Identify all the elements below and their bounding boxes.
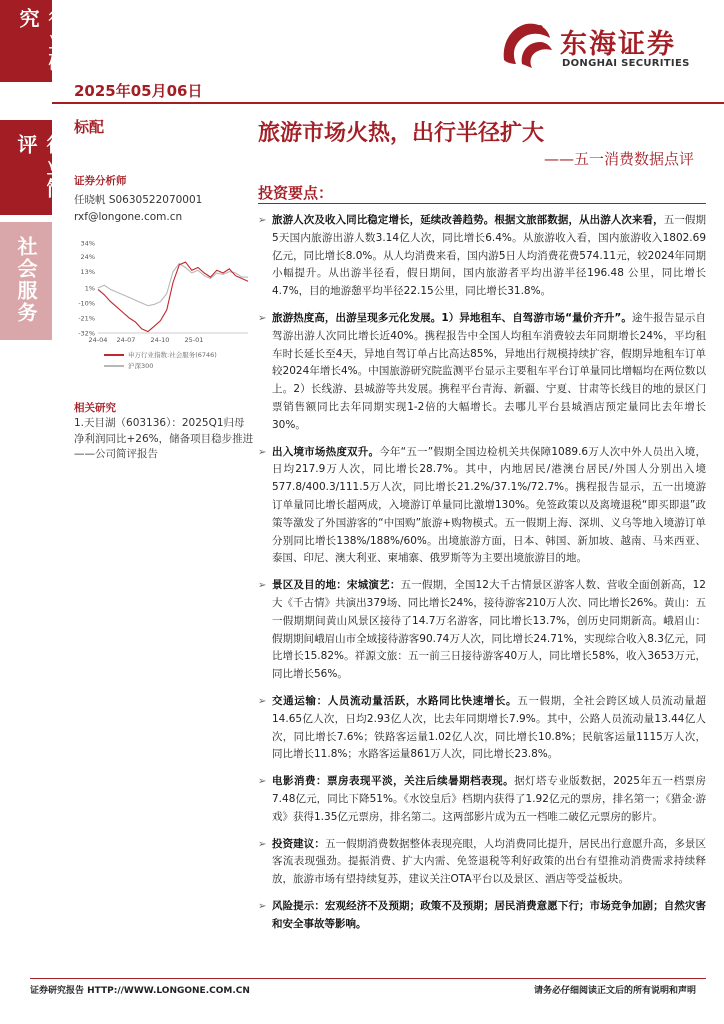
bullet-arrow-icon: ➢ — [258, 312, 267, 324]
report-date: 2025年05月06日 — [74, 82, 203, 100]
legend-swatch-sector — [104, 354, 124, 356]
paragraph-text: 五一假期5天国内旅游出游人数3.14亿人次，同比增长6.4%。从旅游收入看，国内旅游收入1802.69亿元，同比增长8.0%。从人均消费来看，国内游5日人均消费花费574.11元，较2024年同期小幅提升。从出游半径看，假日期间，国内旅游者平均出游半径196.48 公里，同比增长4.7%，目的地游憩平均半径22.15公里，同比增长31.8%。 — [272, 214, 707, 298]
legend-swatch-index — [104, 365, 124, 367]
highlight-paragraph — [258, 898, 706, 934]
analyst-email[interactable]: rxf@longone.com.cn — [74, 211, 183, 223]
footer-divider — [30, 978, 706, 979]
report-type-tab — [0, 0, 69, 82]
paragraph-lead: 景区及目的地：宋城演艺： — [272, 579, 401, 592]
legend-item-index — [104, 361, 153, 370]
x-tick-label: 24-04 — [88, 336, 108, 344]
paragraph-text: 五一假期，全国12大千古情景区游客人数、营收全面创新高，12大《千古情》共演出379场、同比增长24%，接待游客210万人次、同比增长26%。黄山：五一假期期间黄山风景区接待了14.7万名游客，同比增长13.7%，创历史同期新高。峨眉山：假期期间峨眉山市全域接待游客90.74万人次，同比增长24.71%，实现综合收入8.3亿元，同比增长15.82%。祥源文旅：五一前三日接待游客40万人，同比增长58%，收入3653万元，同比增长56%。 — [272, 579, 706, 681]
paragraph-text: 五一假期消费数据整体表现亮眼，人均消费同比提升，居民出行意愿升高，多景区客流表现强劲。提振消费、扩大内需、免签退税等利好政策的出台有望推动消费需求持续释放，旅游市场有望持续复苏，建议关注OTA平台以及景区、酒店等受益板块。 — [272, 837, 706, 886]
bullet-arrow-icon: ➢ — [258, 838, 267, 850]
paragraph-lead: 投资建议： — [272, 837, 325, 850]
bullet-arrow-icon: ➢ — [258, 776, 267, 788]
report-title: 旅游市场火热，出行半径扩大 — [258, 121, 545, 146]
x-tick-label: 24-07 — [116, 336, 136, 344]
y-tick-label: -10% — [78, 299, 95, 308]
highlight-paragraph — [258, 836, 706, 889]
footer-site[interactable]: 证券研究报告 HTTP://WWW.LONGONE.COM.CN — [30, 986, 250, 996]
paragraph-text: 途牛报告显示自驾游出游人次同比增长近40%。携程报告中全国人均租车消费较去年同期增长24%，平均租车时长延长至4天，异地自驾订单占比高达85%，异地出行规模持续扩容，假期异地租车订单较2024年增长4%。中国旅游研究院监测平台显示主要租车平台订单量同比增幅均在两位数以上。2）长线游、县城游等共发展。携程平台青海、新疆、宁夏、甘肃等长线目的地的景区门票销售额同比去年同期实现1-2倍的大幅增长。去哪儿平台县城酒店预定量同比去年增长30%。 — [272, 311, 707, 431]
report-type-label: 行业研究 — [16, 8, 69, 74]
sector-tab — [0, 222, 52, 340]
highlight-paragraph — [258, 693, 706, 764]
bullet-arrow-icon: ➢ — [258, 580, 267, 592]
left-sidebar — [74, 116, 252, 375]
highlight-paragraph — [258, 444, 706, 569]
analyst-heading: 证券分析师 — [74, 175, 127, 187]
paragraph-lead: 出入境市场热度双升。 — [272, 445, 380, 458]
logo-icon — [496, 14, 556, 74]
y-tick-label: 13% — [80, 268, 95, 277]
analyst-name: 任晓帆 S0630522070001 — [74, 194, 203, 206]
category-label: 行业简评 — [14, 134, 67, 200]
bullet-arrow-icon: ➢ — [258, 446, 267, 458]
paragraph-lead: 交通运输：人员流动量活跃，水路同比快速增长。 — [272, 694, 518, 707]
paragraph-lead: 旅游人次及收入同比稳定增长，延续改善趋势。根据文旅部数据，从出游人次来看， — [272, 214, 664, 226]
legend-label-sector: 申万行业指数:社会服务(6746) — [128, 351, 217, 359]
legend-label-index: 沪深300 — [128, 362, 154, 370]
category-tab — [0, 120, 67, 215]
sector-label: 社会服务 — [14, 236, 38, 324]
bullet-arrow-icon: ➢ — [258, 215, 267, 226]
footer-disclaimer: 请务必仔细阅读正文后的所有说明和声明 — [533, 986, 696, 996]
highlight-paragraph — [258, 773, 706, 826]
x-tick-label: 25-01 — [184, 336, 204, 344]
bullet-arrow-icon: ➢ — [258, 695, 267, 707]
paragraph-lead: 电影消费：票房表现平淡，关注后续暑期档表现。 — [272, 775, 515, 788]
performance-chart — [74, 237, 252, 375]
related-research-heading: 相关研究 — [74, 402, 116, 414]
y-tick-label: -21% — [78, 314, 95, 323]
y-tick-label: -32% — [78, 329, 95, 338]
y-tick-label: 24% — [80, 253, 95, 262]
bullet-arrow-icon: ➢ — [258, 900, 267, 912]
paragraph-lead: 旅游热度高，出游呈现多元化发展。1）异地租车、自驾游市场“量价齐升”。 — [272, 311, 633, 324]
highlight-paragraph — [258, 577, 706, 684]
related-research-link[interactable]: 1.天目湖（603136）：2025Q1归母净利润同比+26%，储备项目稳步推进——公司简评报告 — [74, 417, 254, 460]
logo-chinese-name: 东海证券 — [560, 29, 676, 60]
paragraph-text: 据灯塔专业版数据，2025年五一档票房7.48亿元，同比下降51%。《水饺皇后》档期内获得了1.92亿元的票房，排名第一；《猎金·游戏》获得1.35亿元票房，排名第二。这两部影片成为五一档唯二破亿元票房的影片。 — [272, 775, 707, 823]
legend-item-sector — [104, 350, 217, 359]
highlights-heading: 投资要点： — [258, 184, 334, 202]
paragraph-text: 今年“五一”假期全国边检机关共保障1089.6万人次中外人员出入境，日均217.9万人次，同比增长28.7%。其中，内地居民/港澳台居民/外国人分别出入境577.8/400.3/111.5万人次，同比增长21.2%/37.1%/72.7%。携程报告显示，五一出境游订单量同比增长超两成，入境游订单量同比激增130%。免签政策以及离境退税“即买即退”政策等激发了外国游客的“中国购”旅游+购物模式。五一假期上海、深圳、义乌等地入境游订单分别同比增长138%/188%/60%。出境旅游方面，日本、韩国、新加坡、越南、马来西亚、泰国、印尼、澳大利亚、柬埔寨、俄罗斯等为主要出境旅游目的地。 — [272, 445, 707, 565]
performance-chart-svg — [74, 237, 252, 349]
highlights-body — [258, 212, 706, 942]
y-tick-label: 1% — [84, 284, 95, 293]
x-tick-label: 24-10 — [150, 336, 170, 344]
logo-english-name: DONGHAI SECURITIES — [562, 58, 690, 69]
paragraph-lead: 风险提示：宏观经济不及预期；政策不及预期；居民消费意愿下行；市场竞争加剧；自然灾害和安全事故等影响。 — [272, 899, 706, 930]
highlights-divider — [258, 203, 706, 204]
highlight-paragraph — [258, 310, 706, 435]
industry-rating: 标配 — [74, 118, 105, 136]
report-subtitle: ——五一消费数据点评 — [543, 150, 694, 168]
highlight-paragraph — [258, 212, 706, 301]
y-tick-label: 34% — [80, 239, 95, 248]
paragraph-text: 五一假期，全社会跨区域人员流动量超14.65亿人次，日均2.93亿人次，比去年同期增长7.9%。其中，公路人员流动量13.44亿人次，同比增长7.6%；铁路客运量1.02亿人次，同比增长10.8%；民航客运量1115万人次，同比增长11.8%；水路客运量861万人次，同比增长23.8%。 — [272, 694, 707, 761]
header-divider — [52, 102, 724, 104]
company-logo — [496, 14, 706, 78]
